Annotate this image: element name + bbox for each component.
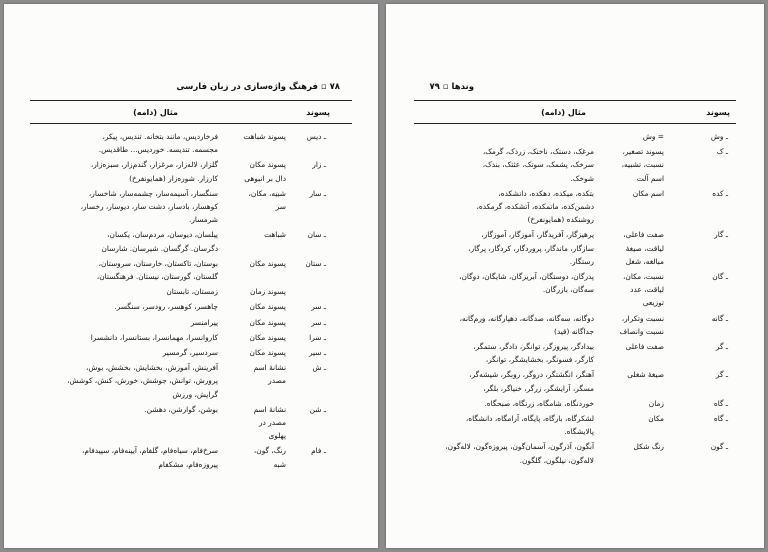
meaning-line: مبالغه، شغل: [625, 256, 664, 266]
entry-row: [4, 300, 378, 313]
meaning-cell: [648, 412, 664, 425]
page-header: ۷۸ ▫ فرهنگ واژه‌سازی در زبان فارسی: [176, 82, 340, 92]
suffix-cell: ـ گاه: [713, 398, 728, 408]
example-line: گرایش، ورزش: [172, 389, 218, 399]
example-line: سنگسار، آسیمه‌سار، چشمه‌سار، شاخسار،: [88, 188, 218, 198]
example-line: پیرامنسر: [190, 317, 218, 327]
entry-row: [386, 130, 764, 143]
example-line: روشنکده (همایونفرخ): [527, 215, 594, 225]
entry-row: [4, 187, 378, 227]
suffix-cell: ـ گاه: [713, 414, 728, 423]
suffix-cell: ـ وش: [710, 132, 728, 141]
meaning-line: رنگ شکل: [633, 442, 664, 452]
suffix-cell: ـ زار: [312, 160, 326, 170]
example-line: آفرینش، آموزش، بخشایش، بخشش، بوش،: [85, 363, 218, 373]
example-line: جداگانه (قید): [553, 326, 594, 336]
entry-row: [386, 340, 764, 366]
meaning-line: نسبت وتکرار،: [621, 313, 664, 323]
meaning-line: شبیه، مکان،: [248, 188, 286, 198]
example-cell: [476, 187, 594, 227]
meaning-cell: [250, 257, 286, 270]
meaning-line: اسم مکان: [632, 188, 664, 198]
example-cell: [483, 145, 594, 185]
meaning-line: مصدر: [268, 376, 286, 386]
entry-row: [386, 412, 764, 438]
meaning-line: = وش: [642, 132, 664, 141]
example-line: سردسیر، گرمسیر: [162, 348, 218, 357]
entry-row: [4, 331, 378, 344]
meaning-line: نسبت وانصاف: [619, 326, 664, 336]
example-cell: [473, 340, 594, 366]
example-cell: [163, 346, 218, 359]
entry-row: [386, 397, 764, 410]
meaning-line: پسوند مکان: [249, 348, 286, 357]
example-cell: [91, 158, 218, 184]
example-cell: [97, 257, 218, 283]
meaning-cell: [264, 228, 286, 241]
meaning-line: مصدر در: [258, 418, 286, 427]
suffix-cell: ـ سان: [307, 230, 326, 240]
suffix-cell: ـ گانه: [711, 313, 728, 323]
example-line: پیلسان، دیوسان، مردم‌سان، یکسان،: [107, 230, 218, 240]
example-line: پیروزه‌فام، مشکفام: [158, 459, 218, 469]
meaning-cell: [254, 444, 286, 470]
example-line: بتکده، میکده، دهکده، دانشکده،: [498, 188, 594, 198]
entry-row: [386, 145, 764, 185]
meaning-cell: [626, 340, 664, 353]
example-line: سرخک، پشمک، سوتک، عثتک، بندک،: [482, 160, 594, 170]
example-line: دگرسان. گرگسان. شیرسان. شارسان: [101, 243, 218, 253]
example-line: مسگر، آرایشگر، زرگر، خنیاگر، بلگر،: [483, 383, 594, 393]
suffix-cell: ـ کده: [712, 188, 728, 198]
example-line: کارزار. شوره‌زار (همایونفرخ): [129, 173, 218, 183]
example-cell: [102, 228, 219, 254]
meaning-line: رنگ، گون،: [253, 446, 286, 456]
meaning-cell: [249, 187, 286, 213]
suffix-cell: ـ ک: [716, 147, 728, 157]
meaning-line: توزیعی: [642, 298, 664, 308]
meaning-line: سر: [275, 202, 286, 211]
header-rule: [414, 100, 736, 101]
example-line: مرغک، دستک، ناخنک، زردک، گرمک،: [482, 147, 594, 157]
meaning-cell: [250, 285, 286, 298]
example-line: گلزار، لاله‌زار، مرغزار، گندم‌زار، سبزه‌زار،: [90, 160, 218, 170]
meaning-line: دال بر انبوهی: [244, 173, 286, 183]
example-line: آهنگر، انگشتگر، دروگر، روبگر، شیشه‌گر،: [469, 370, 594, 380]
suffix-cell: ـ گر: [715, 370, 728, 380]
meaning-cell: [250, 300, 286, 313]
example-line: سازگار، ماندگار، پروردگار، کردگار، پرگار،: [468, 243, 594, 253]
suffix-cell: ـ گر: [715, 342, 728, 351]
suffix-cell: ـ ش: [312, 363, 326, 373]
meaning-line: پسوند زمان: [250, 287, 286, 297]
meaning-line: صفت فاعلی،: [623, 230, 664, 240]
example-line: فرخاردیس، مانند بتخانه. تندیس، پیکر،: [102, 132, 218, 141]
meaning-line: صیغهٔ شغلی: [627, 370, 664, 380]
entry-row: [386, 312, 764, 338]
example-line: لاله‌گون، نیلگون، گلگون.: [519, 455, 594, 465]
example-cell: [81, 187, 218, 227]
header-rule: [30, 100, 352, 101]
page-header: وندها ▫ ۷۹: [429, 82, 474, 92]
meaning-line: اسم آلت: [636, 173, 664, 183]
suffix-cell: ـ گون: [710, 442, 728, 452]
example-line: لشکرگاه، بارگاه، پایگاه، آرامگاه، دانشگاه،: [465, 414, 594, 423]
meaning-cell: [254, 361, 286, 387]
suffix-cell: ـ سر: [311, 317, 326, 327]
meaning-line: پهلوی: [268, 431, 286, 441]
suffix-cell: ـ سر: [311, 302, 326, 312]
entry-row: [4, 346, 378, 359]
example-line: کارگر، فسونگر، بخشایشگر، توانگر،: [485, 355, 594, 365]
meaning-cell: [243, 130, 286, 143]
meaning-cell: [250, 331, 286, 344]
column-header-example: مثال (دامه): [133, 108, 178, 117]
meaning-cell: [649, 397, 664, 410]
example-line: شرمسار.: [189, 215, 218, 225]
entry-row: [4, 403, 378, 443]
meaning-line: زمان: [648, 398, 664, 408]
example-line: پالایشگاه.: [564, 427, 594, 437]
example-line: سه‌گان، بازرگان.: [542, 285, 594, 295]
example-line: دشمن‌کده، ماتمکده، آتشکده، گرمکده،: [476, 202, 594, 211]
example-line: آبگون، آذرگون، آسمان‌گون، پیروزه‌گون، لاله‌گون،: [445, 442, 594, 452]
meaning-line: شباهت: [264, 230, 286, 240]
example-cell: [466, 412, 594, 438]
example-line: کوهسار، بادسار، دشت سار، دیوسار، رخسار،: [80, 202, 218, 211]
example-line: رستگار.: [569, 256, 594, 266]
example-line: کاروانسرا، مهمانسرا، بستانسرا، دانشسرا: [90, 332, 218, 342]
suffix-cell: ـ دیس: [306, 132, 326, 141]
entry-row: [386, 440, 764, 466]
example-cell: [114, 300, 218, 313]
meaning-cell: [244, 158, 286, 184]
suffix-cell: ـ شن: [309, 404, 326, 414]
meaning-line: پسوند مکان: [249, 258, 286, 268]
meaning-line: نشانهٔ اسم: [253, 404, 286, 414]
example-cell: [469, 368, 594, 394]
column-header-example: مثال (دامه): [541, 108, 586, 117]
right-page: [386, 4, 764, 548]
example-cell: [459, 270, 594, 296]
suffix-cell: ـ گار: [714, 230, 728, 240]
meaning-cell: [254, 403, 286, 443]
column-header-suffix: پسوند: [306, 108, 330, 117]
meaning-cell: [627, 368, 664, 381]
entry-row: [4, 130, 378, 156]
meaning-cell: [620, 312, 665, 338]
left-page: [4, 4, 378, 548]
example-line: بوشن، گوارشن، دهشن.: [144, 404, 218, 414]
meaning-line: پسوند مکان: [249, 317, 286, 327]
meaning-line: لیاقت، صیغهٔ: [625, 243, 664, 253]
meaning-line: نشانهٔ اسم: [253, 363, 286, 373]
example-line: چاهسر، کوهسر، رودسر، سنگسر.: [114, 302, 218, 312]
entry-row: [386, 368, 764, 394]
example-cell: [144, 403, 218, 416]
meaning-cell: [623, 270, 664, 310]
meaning-cell: [643, 130, 664, 143]
example-cell: [445, 440, 594, 466]
example-cell: [166, 285, 218, 298]
column-rule: [414, 123, 736, 124]
example-cell: [468, 228, 594, 268]
example-line: پرورش، توانش، جوشش، خورش، کنش، کوشش،: [67, 376, 218, 386]
meaning-line: نسبت، مکان،: [623, 272, 664, 281]
meaning-cell: [250, 316, 286, 329]
meaning-line: صفت فاعلی: [625, 342, 664, 351]
suffix-cell: ـ ستان: [305, 258, 326, 268]
example-line: گلستان، گورستان، نیستان. فرهنگستان،: [96, 272, 218, 281]
meaning-cell: [633, 187, 664, 200]
meaning-line: شبه: [273, 459, 286, 469]
entry-row: [4, 228, 378, 254]
meaning-line: نسبت، تشبیه،: [621, 160, 664, 170]
entry-row: [4, 444, 378, 470]
suffix-cell: ـ سرا: [309, 332, 326, 342]
example-line: خوردنگاه، شامگاه، زرنگاه، صبحگاه.: [484, 398, 594, 408]
example-line: سرخ‌فام، سیاه‌فام، گلفام، آیینه‌فام، سپیدفام،: [82, 446, 218, 456]
example-line: زمستان، تابستان: [166, 287, 218, 297]
example-cell: [82, 444, 218, 470]
meaning-line: پسوند شباهت: [243, 132, 286, 141]
meaning-cell: [250, 346, 286, 359]
example-cell: [99, 130, 218, 156]
example-line: بیدادگر، پیروزگر، توانگر، دادگر، ستمگر،: [473, 342, 594, 351]
meaning-cell: [622, 145, 664, 185]
entry-row: [386, 187, 764, 227]
entry-row: [4, 361, 378, 401]
meaning-line: مکان: [648, 414, 664, 423]
meaning-cell: [623, 228, 664, 268]
meaning-line: پسوند تصغیر،: [622, 147, 664, 157]
example-cell: [67, 361, 218, 401]
example-line: بوستان، تاکستان، خارستان، سروستان،: [98, 258, 218, 268]
example-line: پدرگان، دوستگان، آبریزگان، شایگان، دوگان،: [459, 272, 594, 281]
example-cell: [460, 312, 594, 338]
suffix-cell: ـ سار: [309, 188, 326, 198]
example-line: شوخک.: [570, 173, 594, 183]
column-header-suffix: پسوند: [706, 108, 730, 117]
entry-row: [4, 316, 378, 329]
example-cell: [191, 316, 218, 329]
suffix-cell: ـ گان: [712, 272, 728, 281]
meaning-line: لیاقت، عدد: [630, 285, 664, 295]
example-line: پرهیزگار، آفریدگار، آموزگار، آموزگار،: [481, 230, 594, 240]
entry-row: [4, 285, 378, 298]
suffix-cell: ـ فام: [311, 446, 326, 456]
column-rule: [30, 123, 352, 124]
meaning-line: پسوند مکان: [249, 332, 286, 342]
meaning-line: پسوند مکان: [249, 160, 286, 170]
meaning-cell: [634, 440, 664, 453]
example-line: دوگانه، سه‌گانه، صدگانه، دهپارگانه، ورم‌گانه،: [459, 313, 594, 323]
meaning-line: پسوند مکان: [249, 302, 286, 312]
example-cell: [484, 397, 594, 410]
entry-row: [386, 228, 764, 268]
entry-row: [386, 270, 764, 310]
example-cell: [91, 331, 218, 344]
entry-row: [4, 257, 378, 283]
example-line: مجسمه. تندیسه. خوردیس... طاقدیس.: [98, 145, 218, 155]
suffix-cell: ـ سیر: [308, 348, 326, 357]
entry-row: [4, 158, 378, 184]
